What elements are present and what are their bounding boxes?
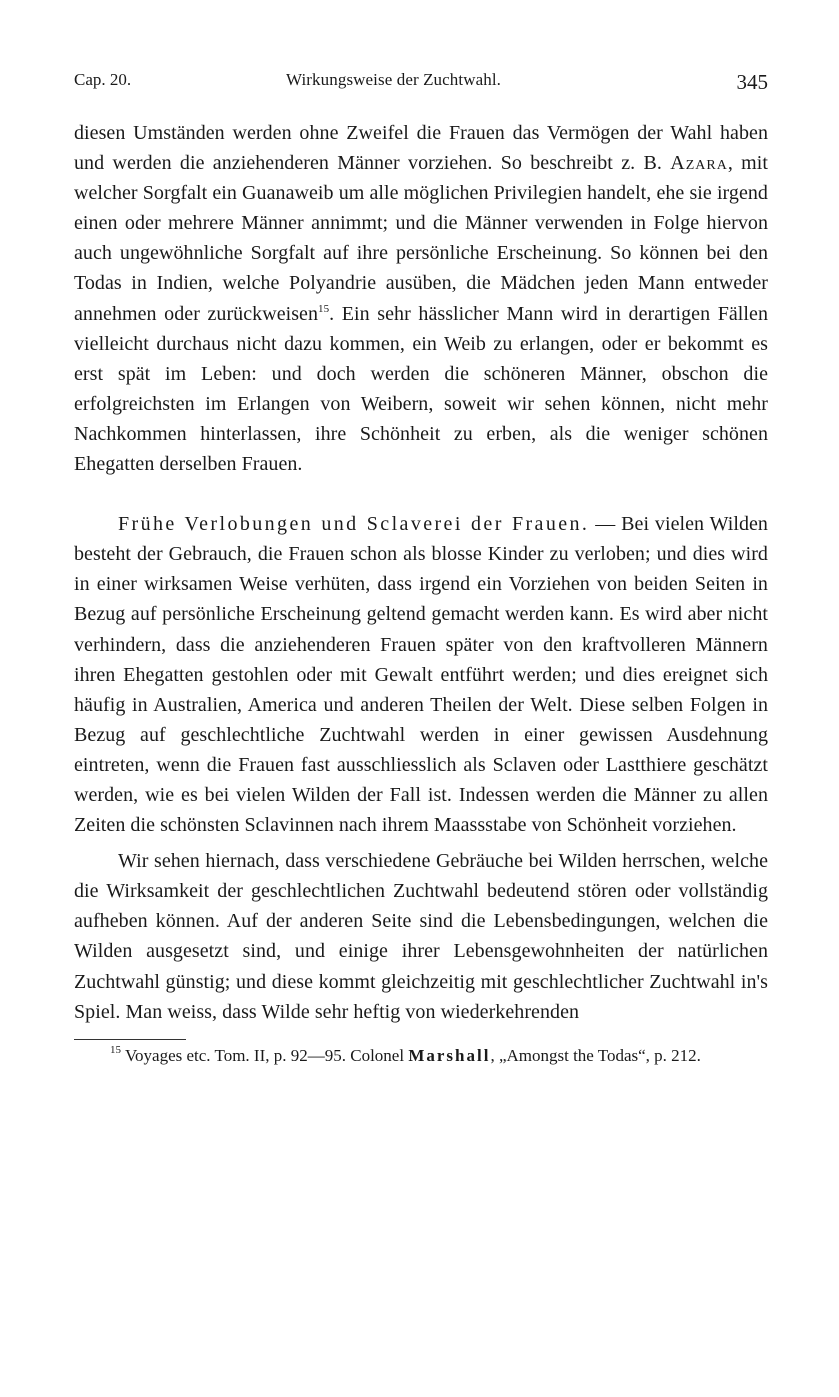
paragraph-2 xyxy=(74,509,768,840)
paragraph-1 xyxy=(74,118,768,479)
author-name-azara: Azara xyxy=(670,152,728,175)
paragraph-1-text-c: . Ein sehr hässlicher Mann wird in derartigen Fällen vielleicht durchaus nicht dazu kommen, ein Weib zu erlangen, oder er bekommt es erst spät im Leben: und doch werden die schöneren Männer, obschon die erfolgreichsten im Erlangen von Weibern, soweit wir sehen können, nicht mehr Nachkommen hinterlassen, ihre Schönheit zu erben, als die weniger schönen Ehegatten derselben Frauen. xyxy=(74,302,768,476)
footnote-author-name: Marshall xyxy=(408,1045,491,1065)
paragraph-2-text: — Bei vielen Wilden besteht der Gebrauch, die Frauen schon als blosse Kinder zu verloben; und dies wird in einer wirksamen Weise verhüten, dass irgend ein Vorziehen von beiden Seiten in Bezug auf persönliche Erscheinung geltend gemacht werden kann. Es wird aber nicht verhindern, dass die anziehenderen Frauen später von den kraftvolleren Männern ihren Ehegatten gestohlen oder mit Gewalt entführt werden; und dies ereignet sich häufig in Australien, America und anderen Theilen der Welt. Diese selben Folgen in Bezug auf geschlechtliche Zuchtwahl werden in einer gewissen Ausdehnung eintreten, wenn die Frauen fast ausschliesslich als Sclaven oder Lastthiere geschätzt werden, wie es bei vielen Wilden der Fall ist. Indessen werden die Männer zu allen Zeiten die schönsten Sclavinnen nach ihrem Maassstabe von Schönheit vorziehen. xyxy=(74,513,768,837)
footnote xyxy=(74,1044,768,1068)
paragraph-1-text-a: diesen Umständen werden ohne Zweifel die Frauen das Vermögen der Wahl haben und werden die anziehenderen Männer vorziehen. So beschreibt z. B. xyxy=(74,122,768,175)
running-head xyxy=(74,66,768,96)
footnote-number: 15 xyxy=(110,1043,121,1056)
paragraph-3 xyxy=(74,846,768,1027)
footnote-reference: 15 xyxy=(318,302,330,315)
section-heading: Frühe Verlobungen und Sclaverei der Frauen. xyxy=(118,513,590,536)
footnote-text-b: , „Amongst the Todas“, p. 212. xyxy=(490,1045,701,1065)
footnote-text-a: Voyages etc. Tom. II, p. 92—95. Colonel xyxy=(121,1045,409,1065)
page-number: 345 xyxy=(736,70,768,94)
paragraph-1-text-b: , mit welcher Sorgfalt ein Guanaweib um alle möglichen Privilegien handelt, ehe sie irgend einen oder mehrere Männer annimmt; und die Männer verwenden in Folge hiervon auch ungewöhnliche Sorgfalt auf ihre persönliche Erscheinung. So können bei den Todas in Indien, welche Polyandrie ausüben, die Mädchen jeden Mann entweder annehmen oder zurückweisen xyxy=(74,152,768,325)
paragraph-3-text: Wir sehen hiernach, dass verschiedene Gebräuche bei Wilden herrschen, welche die Wirksamkeit der geschlechtlichen Zuchtwahl bedeutend stören oder vollständig aufheben können. Auf der anderen Seite sind die Lebensbedingungen, welchen die Wilden ausgesetzt sind, und einige ihrer Lebensgewohnheiten der natürlichen Zuchtwahl günstig; und diese kommt gleichzeitig mit geschlechtlicher Zuchtwahl in's Spiel. Man weiss, dass Wilde sehr heftig von wiederkehrenden xyxy=(74,850,768,1023)
running-title: Wirkungsweise der Zuchtwahl. xyxy=(286,70,502,89)
footnote-rule xyxy=(74,1039,186,1040)
chapter-label: Cap. 20. xyxy=(74,70,132,89)
section-gap xyxy=(74,479,768,509)
body-text xyxy=(74,118,768,1027)
book-page xyxy=(74,66,768,1068)
